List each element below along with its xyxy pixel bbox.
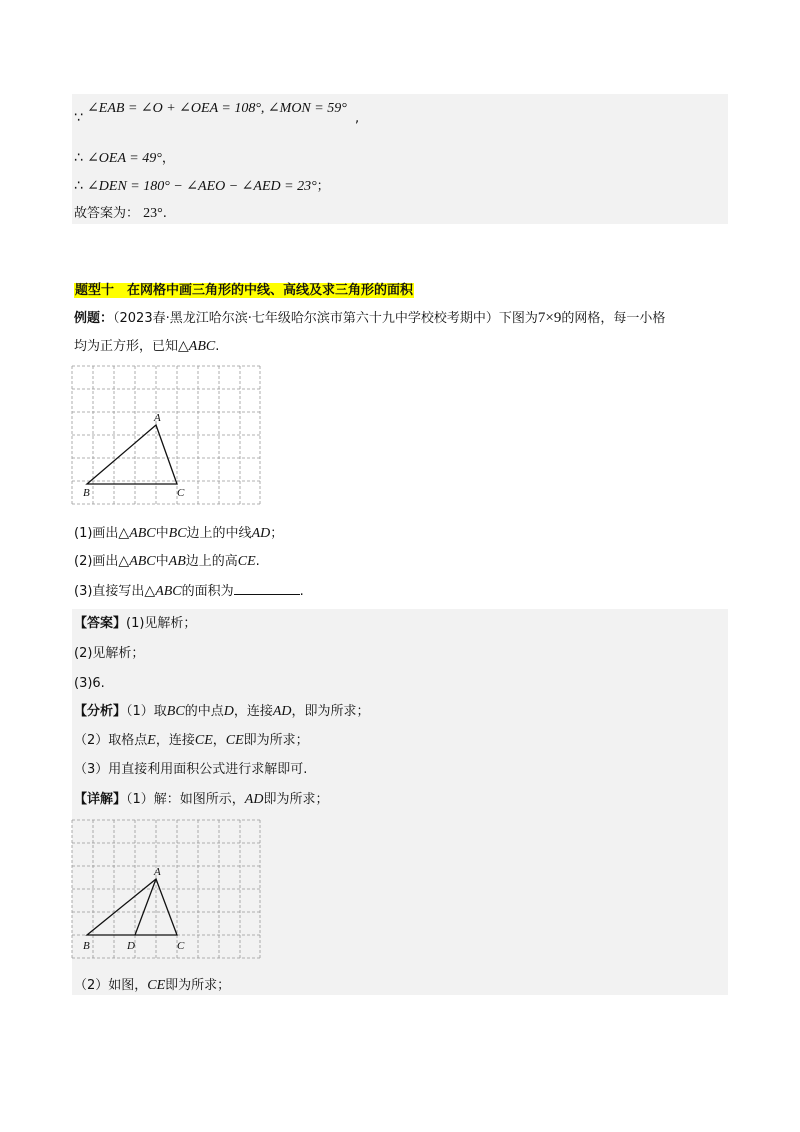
angle-equation-3: ∠DEN = 180° − ∠AEO − ∠AED = 23° [87, 179, 317, 194]
q3-end: . [299, 584, 304, 599]
therefore-symbol: ∴ [74, 178, 83, 194]
detail-2 [74, 976, 230, 996]
q2-prefix: (2)画出 [74, 554, 119, 569]
analysis-1-seg: AD [272, 704, 292, 719]
label-b: B [83, 487, 90, 499]
analysis-2-c: ， [212, 733, 226, 748]
triangle-abc [87, 425, 177, 484]
analysis-label: 【分析】 [74, 704, 127, 719]
analysis-2-seg1: CE [194, 733, 213, 748]
therefore-line-2 [74, 176, 330, 197]
grid-figure-1 [70, 364, 262, 506]
analysis-2 [74, 731, 309, 751]
answer-blank [234, 582, 300, 595]
q2-mid2: 边上的高 [185, 554, 238, 569]
detail-1 [74, 790, 328, 810]
detail-1-seg: AD [244, 792, 264, 807]
analysis-2-point: E [147, 733, 156, 748]
analysis-3 [74, 760, 307, 780]
q2-mid: 中 [155, 554, 169, 569]
q1-mid2: 边上的中线 [186, 526, 252, 541]
grid-size: 7×9 [537, 310, 562, 326]
q3-triangle: △ABC [144, 584, 182, 599]
line2-end: ， [161, 151, 175, 166]
example-text-2: 的网格，每一小格 [561, 311, 666, 326]
q2-seg: CE [237, 554, 256, 569]
analysis-2-d: 即为所求； [243, 733, 309, 748]
answer-2 [74, 644, 144, 664]
detail-1-b: 即为所求； [263, 792, 329, 807]
answer-3 [74, 674, 105, 694]
q2-triangle: △ABC [118, 554, 156, 569]
line3-end: ； [316, 179, 330, 194]
label-c: C [177, 940, 185, 952]
answer-1-text: (1)见解析； [126, 616, 197, 631]
section-heading-line [74, 281, 414, 301]
section-heading: 题型十 在网格中画三角形的中线、高线及求三角形的面积 [75, 283, 414, 298]
label-d: D [127, 940, 135, 952]
example-label: 例题： [74, 311, 114, 326]
grid-figure-2 [70, 818, 262, 960]
q2-side: AB [168, 554, 186, 569]
angle-equation-1: ∠EAB = ∠O + ∠OEA = 108°, ∠MON = 59° [87, 101, 347, 116]
angle-equation-2: ∠OEA = 49° [87, 151, 162, 166]
q3-prefix: (3)直接写出 [74, 584, 145, 599]
detail-1-a: （1）解：如图所示， [126, 792, 245, 807]
detail-label: 【详解】 [74, 792, 127, 807]
question-1 [74, 524, 283, 544]
q1-triangle: △ABC [118, 526, 156, 541]
example-line-1 [74, 308, 665, 329]
analysis-1-d: ，即为所求； [291, 704, 370, 719]
label-a: A [154, 866, 161, 878]
analysis-1 [74, 702, 370, 722]
example-line-2 [74, 337, 219, 357]
answer-1 [74, 614, 196, 634]
analysis-1-a: （1）取 [126, 704, 167, 719]
analysis-3-text: （3）用直接利用面积公式进行求解即可. [74, 762, 308, 777]
analysis-1-side: BC [166, 704, 185, 719]
analysis-2-b: ，连接 [155, 733, 195, 748]
because-line [74, 98, 360, 126]
analysis-1-b: 的中点 [184, 704, 224, 719]
label-b: B [83, 940, 90, 952]
triangle-abc [87, 879, 177, 935]
grid-lines [72, 366, 260, 504]
label-c: C [177, 487, 185, 499]
q1-mid: 中 [155, 526, 169, 541]
therefore-symbol: ∴ [74, 150, 83, 166]
triangle-name: △ABC [178, 339, 216, 354]
analysis-1-c: ，连接 [233, 704, 273, 719]
q1-side: BC [168, 526, 187, 541]
analysis-1-point: D [223, 704, 234, 719]
label-a: A [154, 412, 161, 424]
detail-2-b: 即为所求； [165, 978, 231, 993]
period: . [215, 339, 220, 354]
analysis-2-a: （2）取格点 [74, 733, 148, 748]
q2-end: . [255, 554, 260, 569]
answer-value: 23° [143, 206, 163, 221]
answer-end: . [162, 206, 167, 221]
answer-line [74, 204, 167, 224]
question-3 [74, 582, 304, 602]
answer-prefix: 故答案为： [74, 206, 140, 221]
q1-seg: AD [251, 526, 271, 541]
example-text: （2023春·黑龙江哈尔滨·七年级哈尔滨市第六十九中学校校考期中）下图为 [113, 311, 538, 326]
answer-3-text: (3)6. [74, 676, 105, 691]
q1-end: ； [270, 526, 284, 541]
analysis-2-seg2: CE [225, 733, 244, 748]
q3-mid: 的面积为 [181, 584, 234, 599]
question-2 [74, 552, 260, 572]
answer-2-text: (2)见解析； [74, 646, 145, 661]
therefore-line-1 [74, 148, 175, 169]
detail-2-seg: CE [147, 978, 166, 993]
grid-lines [72, 820, 260, 958]
because-symbol: ∵ [74, 110, 83, 126]
line1-end: , [354, 111, 360, 126]
example-line-2-text: 均为正方形，已知 [74, 339, 179, 354]
q1-prefix: (1)画出 [74, 526, 119, 541]
detail-2-a: （2）如图， [74, 978, 148, 993]
answer-label: 【答案】 [74, 616, 127, 631]
